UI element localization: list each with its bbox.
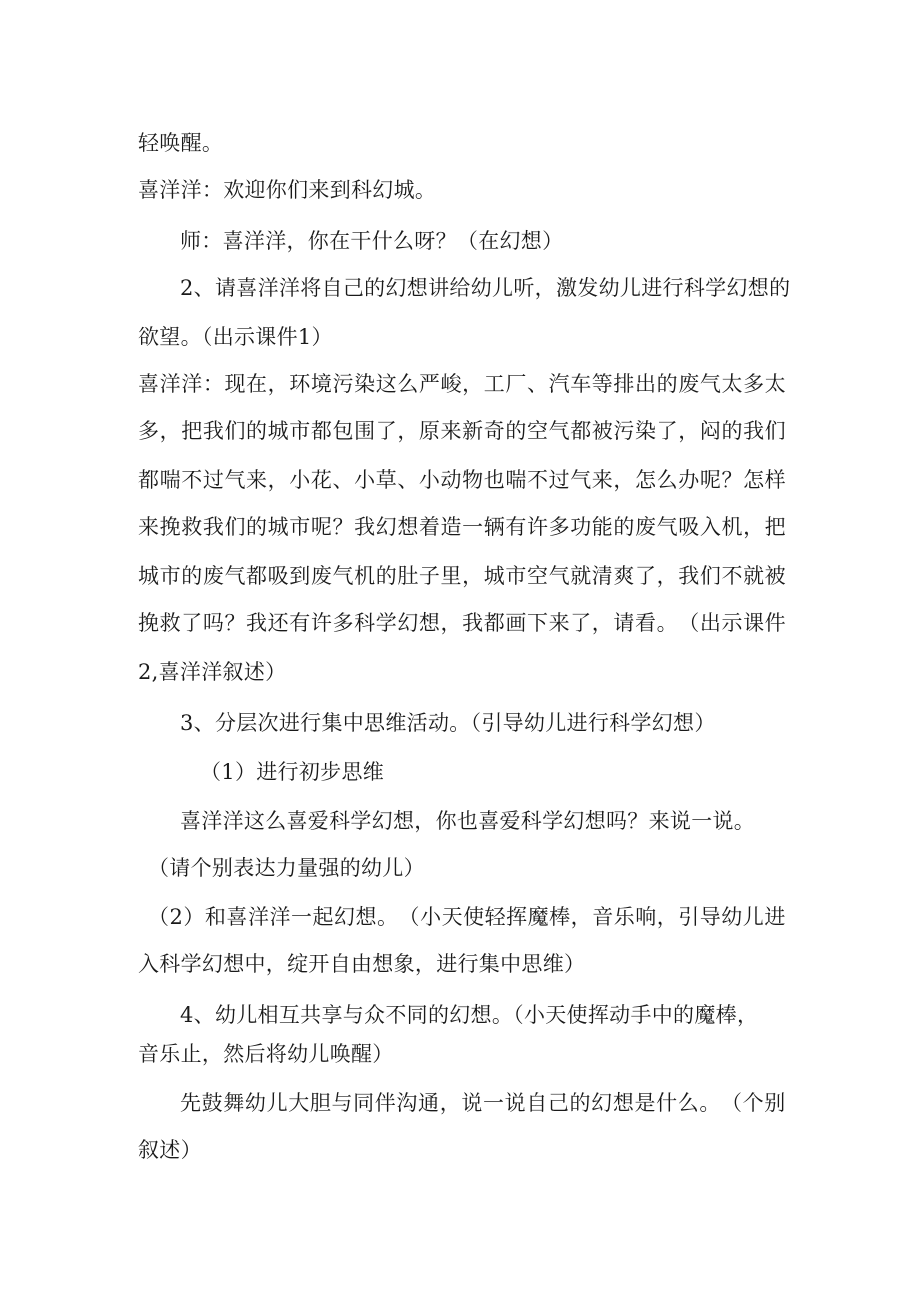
- text-line-11: 挽 救 了 吗 ？ 我 还 有 许 多 科 学 幻 想 ， 我 都 画 下 来 了 ， 请 看 。 （ 出 示 课 件: [138, 611, 786, 635]
- text-line-6: 喜 洋 洋 ： 现 在 ， 环 境 污 染 这 么 严 峻 ， 工 厂 、 汽 车 等 排 出 的 废 气 太 多 太: [138, 372, 786, 396]
- text-line-18: 入科学幻想中，绽开自由想象，进行集中思维）: [138, 952, 586, 976]
- text-line-22: 叙述）: [138, 1138, 202, 1162]
- text-line-10: 城 市 的 废 气 都 吸 到 废 气 机 的 肚 子 里 ， 城 市 空 气 就 清 爽 了 ， 我 们 不 就 被: [138, 564, 786, 588]
- text-line-8: 都 喘 不 过 气 来 ， 小 花 、 小 草 、 小 动 物 也 喘 不 过 气 来 ， 怎 么 办 呢 ？ 怎 样: [138, 468, 786, 492]
- text-line-17: （ 2 ） 和 喜 洋 洋 一 起 幻 想 。 （ 小 天 使 轻 挥 魔 棒 ， 音 乐 响 ， 引 导 幼 儿 进: [148, 905, 786, 929]
- text-line-19: 4、幼儿相互共享与众不同的幻想。（小天使挥动手中的魔棒，: [180, 1003, 759, 1027]
- text-line-4: 2 、 请 喜 洋 洋 将 自 己 的 幻 想 讲 给 幼 儿 听 ， 激 发 幼 儿 进 行 科 学 幻 想 的: [180, 276, 791, 300]
- text-line-12: 2,喜洋洋叙述）: [138, 660, 287, 684]
- text-line-2: 喜洋洋：欢迎你们来到科幻城。: [138, 178, 437, 202]
- text-line-14: （1）进行初步思维: [200, 760, 385, 784]
- text-line-16: （请个别表达力量强的幼儿）: [148, 856, 425, 880]
- text-line-9: 来 挽 救 我 们 的 城 市 呢 ？ 我 幻 想 着 造 一 辆 有 许 多 功 能 的 废 气 吸 入 机 ， 把: [138, 515, 786, 539]
- text-line-7: 多 ， 把 我 们 的 城 市 都 包 围 了 ， 原 来 新 奇 的 空 气 都 被 污 染 了 ， 闷 的 我 们: [138, 419, 786, 443]
- text-line-21: 先 鼓 舞 幼 儿 大 胆 与 同 伴 沟 通 ， 说 一 说 自 己 的 幻 想 是 什 么 。 （ 个 别: [180, 1091, 786, 1115]
- text-line-3: 师：喜洋洋，你在干什么呀？（在幻想）: [180, 229, 564, 253]
- text-line-15: 喜洋洋这么喜爱科学幻想，你也喜爱科学幻想吗？来说一说。: [180, 809, 756, 833]
- text-line-13: 3、分层次进行集中思维活动。（引导幼儿进行科学幻想）: [180, 711, 716, 735]
- text-line-1: 轻唤醒。: [138, 131, 224, 155]
- text-line-5: 欲望。（出示课件1）: [138, 325, 333, 349]
- text-line-20: 音乐止，然后将幼儿唤醒）: [138, 1042, 394, 1066]
